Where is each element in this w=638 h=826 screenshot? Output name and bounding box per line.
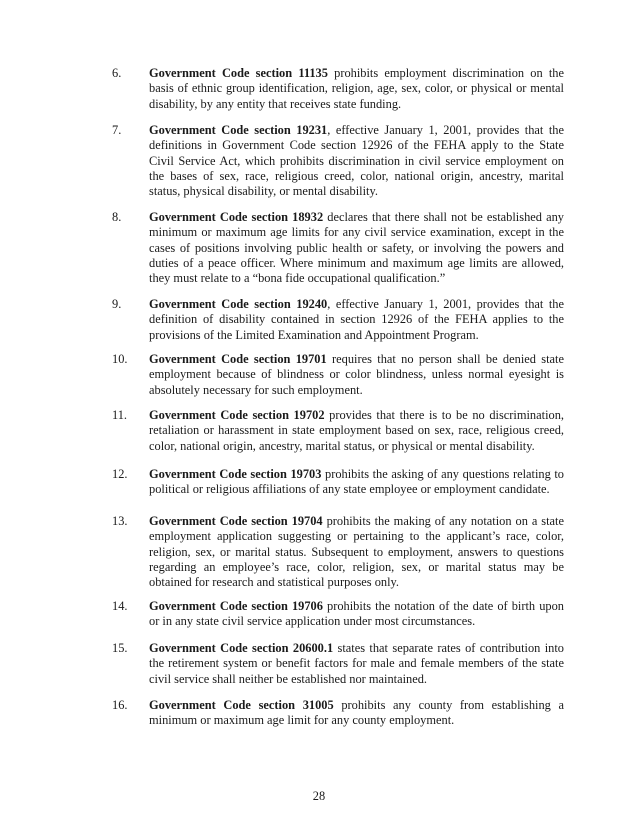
item-number: 9. bbox=[112, 297, 122, 311]
item-number: 12. bbox=[112, 467, 128, 481]
code-reference: Government Code section 19240 bbox=[149, 297, 328, 311]
code-reference: Government Code section 19702 bbox=[149, 408, 325, 422]
item-text bbox=[149, 210, 564, 286]
code-reference: Government Code section 31005 bbox=[149, 698, 334, 712]
code-reference: Government Code section 19706 bbox=[149, 599, 323, 613]
code-reference: Government Code section 11135 bbox=[149, 66, 328, 80]
item-text bbox=[149, 66, 564, 112]
list-item bbox=[112, 467, 564, 498]
item-number: 6. bbox=[112, 66, 122, 80]
item-text bbox=[149, 352, 564, 398]
item-text bbox=[149, 698, 564, 729]
list-item bbox=[112, 66, 564, 112]
item-description: , effective January 1, 2001, provides that the definitions in Government Code section 12926 of the FEHA apply to the State Civil Service Act, which prohibits discrimination in civil service employment on the bases of sex, race, religious creed, color, national origin, ancestry, marital status, physical disability, or mental disability. bbox=[149, 123, 564, 199]
item-text bbox=[149, 599, 564, 630]
item-description: prohibits employment discrimination on the basis of ethnic group identification, religion, age, sex, color, or physical or mental disability, by any entity that receives state funding. bbox=[149, 66, 565, 111]
list-item bbox=[112, 123, 564, 199]
item-description: provides that there is to be no discrimination, retaliation or harassment in state employment based on sex, race, religious creed, color, national origin, ancestry, marital status, or physical or mental disability. bbox=[149, 408, 564, 453]
item-text bbox=[149, 297, 564, 343]
item-number: 8. bbox=[112, 210, 122, 224]
item-description: prohibits the asking of any questions relating to political or religious affiliations of any state employee or employment candidate. bbox=[149, 467, 564, 497]
item-number: 10. bbox=[112, 352, 128, 366]
code-reference: Government Code section 19701 bbox=[149, 352, 327, 366]
item-description: requires that no person shall be denied state employment because of blindness or color blindness, unless normal eyesight is absolutely necessary for such employment. bbox=[149, 352, 564, 397]
list-item bbox=[112, 641, 564, 687]
item-text bbox=[149, 641, 564, 687]
list-item bbox=[112, 352, 564, 398]
code-reference: Government Code section 19231 bbox=[149, 123, 328, 137]
item-number: 13. bbox=[112, 514, 128, 528]
item-text bbox=[149, 408, 564, 454]
list-item bbox=[112, 210, 564, 286]
list-item bbox=[112, 698, 564, 729]
item-description: prohibits the notation of the date of birth upon or in any state civil service application under most circumstances. bbox=[149, 599, 564, 629]
item-description: prohibits the making of any notation on a state employment application suggesting or pertaining to the applicant’s race, color, religion, sex, or marital status. Subsequent to employment, answers to questions regarding an employee’s race, color, religion, sex, or marital status may be obtained for research and statistical purposes only. bbox=[149, 514, 565, 590]
item-text bbox=[149, 123, 564, 199]
code-reference: Government Code section 18932 bbox=[149, 210, 324, 224]
list-item bbox=[112, 599, 564, 630]
list-item bbox=[112, 297, 564, 343]
item-number: 16. bbox=[112, 698, 128, 712]
list-item bbox=[112, 408, 564, 454]
item-description: prohibits any county from establishing a minimum or maximum age limit for any county employment. bbox=[149, 698, 564, 728]
list-item bbox=[112, 514, 564, 590]
code-reference: Government Code section 19703 bbox=[149, 467, 322, 481]
code-reference: Government Code section 20600.1 bbox=[149, 641, 334, 655]
item-number: 14. bbox=[112, 599, 128, 613]
item-description: , effective January 1, 2001, provides that the definition of disability contained in section 12926 of the FEHA applies to the provisions of the Limited Examination and Appointment Program. bbox=[149, 297, 564, 342]
item-number: 15. bbox=[112, 641, 128, 655]
item-description: declares that there shall not be established any minimum or maximum age limits for any civil service examination, except in the cases of positions involving public health or safety, or involving the powers and duties of a peace officer. Where minimum and maximum age limits are allowed, they must relate to a “bona fide occupational qualification.” bbox=[149, 210, 564, 286]
item-number: 7. bbox=[112, 123, 122, 137]
item-number: 11. bbox=[112, 408, 128, 422]
page-number: 28 bbox=[312, 789, 326, 803]
code-reference: Government Code section 19704 bbox=[149, 514, 323, 528]
item-text bbox=[149, 467, 564, 498]
item-text bbox=[149, 514, 564, 590]
item-description: states that separate rates of contribution into the retirement system or benefit factors for male and female members of the state civil service shall neither be established nor maintained. bbox=[149, 641, 564, 686]
